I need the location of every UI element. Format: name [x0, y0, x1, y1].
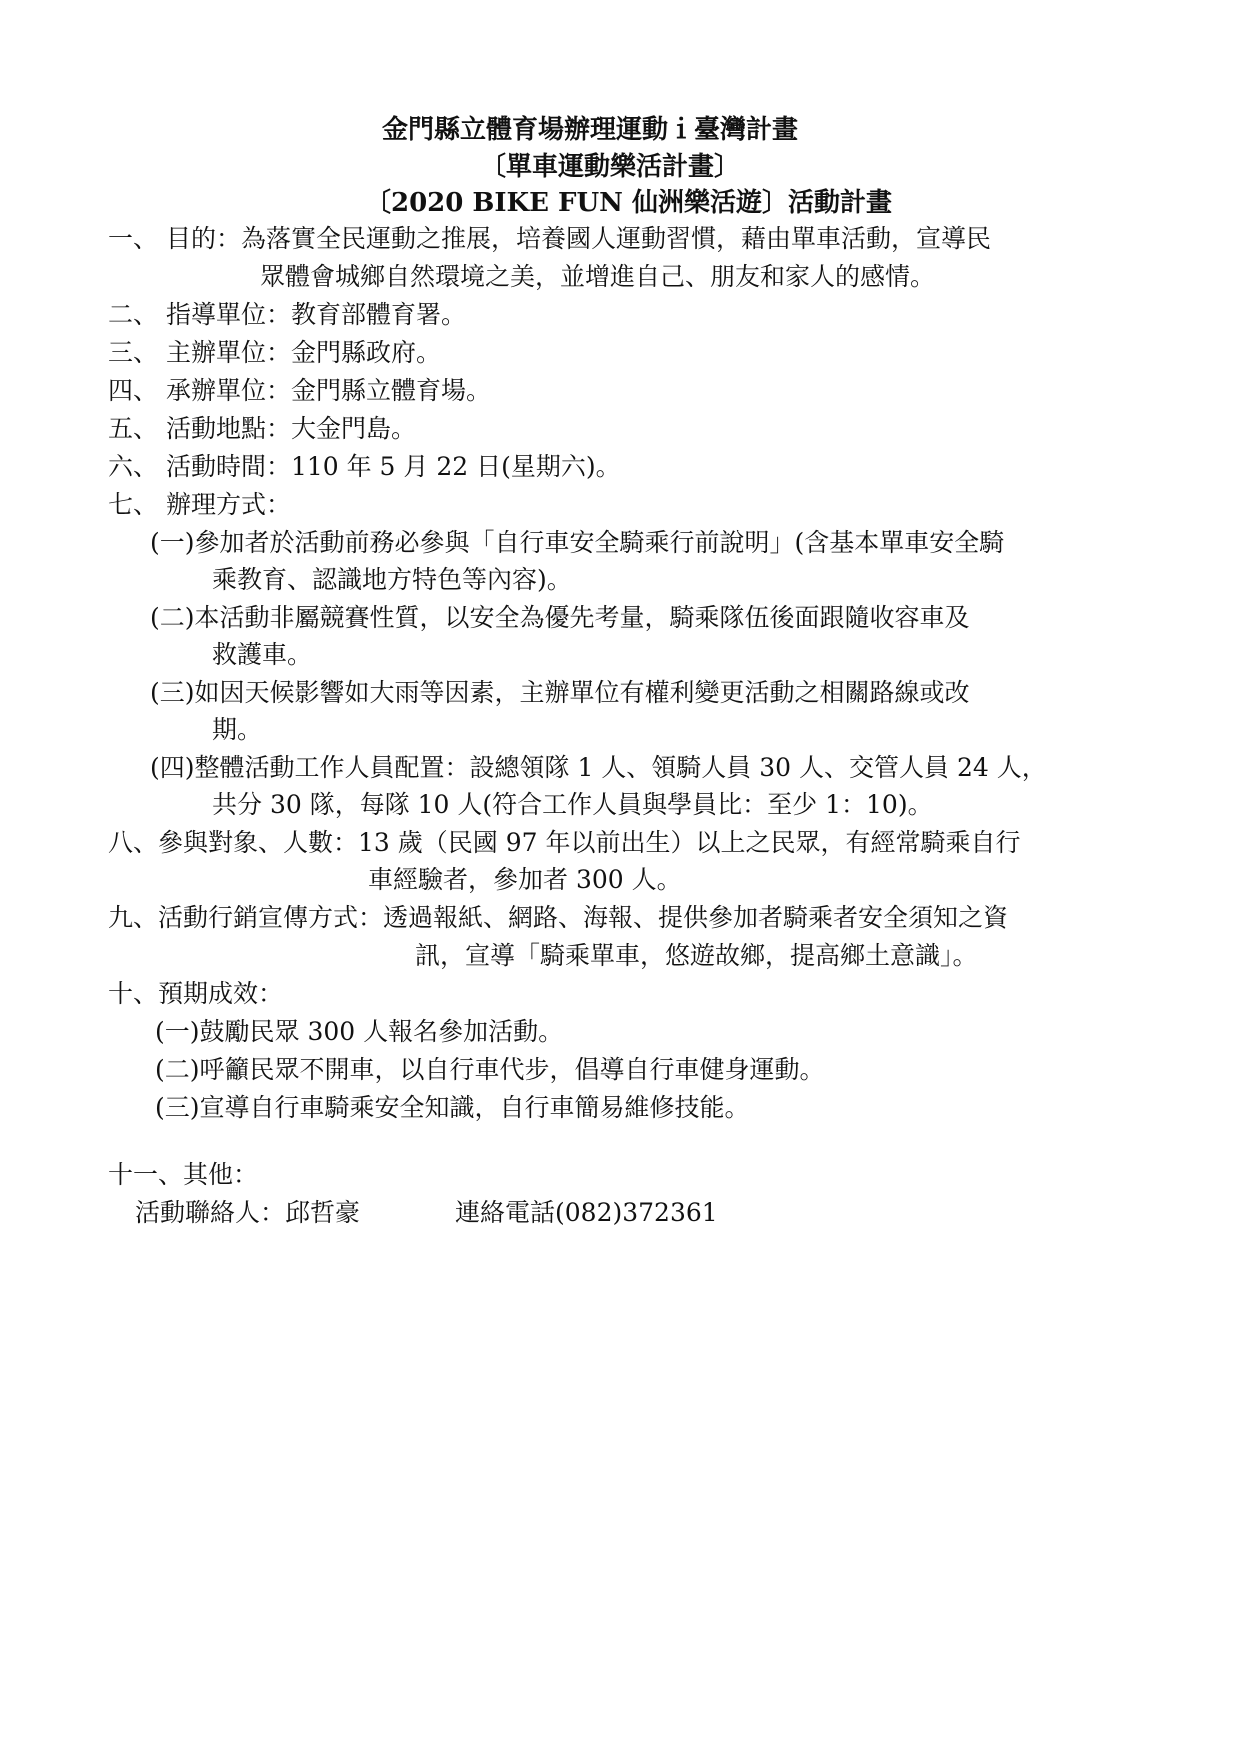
page-title: 金門縣立體育場辦理運動ｉ臺灣計畫 [382, 115, 799, 145]
section-7-item-1: (一)參加者於活動前務必參與「自行車安全騎乘行前說明」(含基本單車安全騎 [150, 528, 1005, 557]
contact-person: 活動聯絡人：邱哲豪 [135, 1198, 361, 1227]
page-subtitle-2: 〔2020 BIKE FUN 仙洲樂活遊〕活動計畫 [365, 188, 892, 218]
section-5: 五、 活動地點：大金門島。 [108, 414, 416, 443]
section-8: 八、參與對象、人數：13 歲（民國 97 年以前出生）以上之民眾，有經常騎乘自行 [108, 828, 1021, 857]
section-2: 二、 指導單位：教育部體育署。 [108, 300, 466, 329]
section-7: 七、 辦理方式： [108, 490, 291, 519]
section-1-cont: 眾體會城鄉自然環境之美，並增進自己、朋友和家人的感情。 [260, 262, 936, 291]
section-4: 四、 承辦單位：金門縣立體育場。 [108, 376, 491, 405]
section-10-item-1: (一)鼓勵民眾 300 人報名參加活動。 [155, 1017, 564, 1046]
section-7-item-3: (三)如因天候影響如大雨等因素，主辦單位有權利變更活動之相關路線或改 [150, 678, 970, 707]
section-7-item-4: (四)整體活動工作人員配置：設總領隊 1 人、領騎人員 30 人、交管人員 24 人， [150, 753, 1047, 782]
section-9: 九、活動行銷宣傳方式：透過報紙、網路、海報、提供參加者騎乘者安全須知之資 [108, 903, 1009, 932]
section-9-cont: 訊，宣導「騎乘單車，悠遊故鄉，提高鄉土意識」。 [415, 941, 978, 970]
section-7-item-3-cont: 期。 [212, 715, 263, 744]
contact-phone: 連絡電話(082)372361 [455, 1198, 718, 1227]
section-10-item-2: (二)呼籲民眾不開車，以自行車代步，倡導自行車健身運動。 [155, 1055, 825, 1084]
section-11: 十一、其他： [108, 1160, 259, 1189]
section-7-item-2-cont: 救護車。 [212, 640, 313, 669]
section-7-item-2: (二)本活動非屬競賽性質，以安全為優先考量，騎乘隊伍後面跟隨收容車及 [150, 603, 970, 632]
section-10-item-3: (三)宣導自行車騎乘安全知識，自行車簡易維修技能。 [155, 1093, 750, 1122]
section-7-item-1-cont: 乘教育、認識地方特色等內容)。 [212, 565, 572, 594]
section-7-item-4-cont: 共分 30 隊，每隊 10 人(符合工作人員與學員比：至少 1：10)。 [212, 790, 933, 819]
section-6: 六、 活動時間：110 年 5 月 22 日(星期六)。 [108, 452, 621, 481]
section-10: 十、預期成效： [108, 979, 284, 1008]
section-1: 一、 目的：為落實全民運動之推展，培養國人運動習慣，藉由單車活動，宣導民 [108, 224, 991, 253]
page-subtitle: 〔單車運動樂活計畫〕 [480, 152, 741, 182]
section-8-cont: 車經驗者，參加者 300 人。 [368, 865, 682, 894]
section-3: 三、 主辦單位：金門縣政府。 [108, 338, 441, 367]
